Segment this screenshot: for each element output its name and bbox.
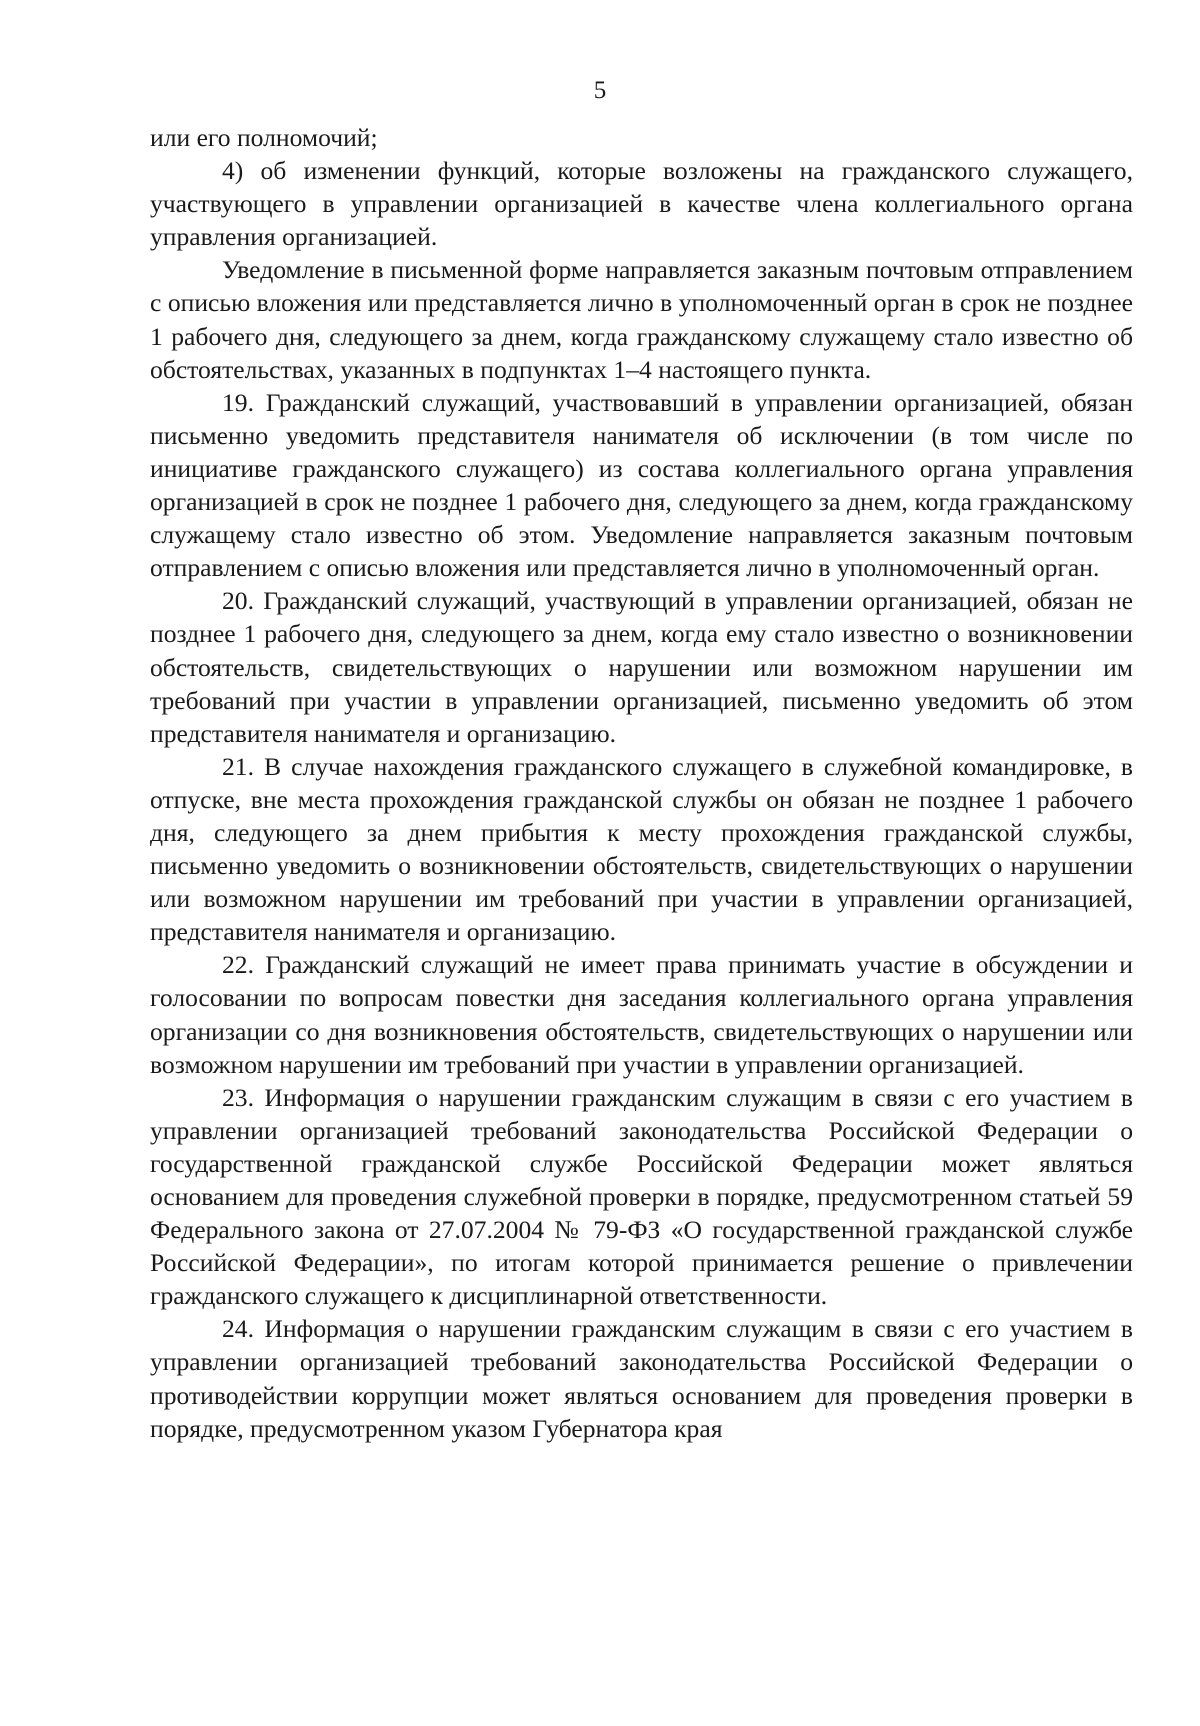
- page-number: 5: [593, 77, 607, 104]
- paragraph-22: 22. Гражданский служащий не имеет права принимать участие в обсуждении и голосовании по вопросам повестки дня заседания коллегиального органа управления организации со дня возникновения обстоятельств, свидетельствующих о нарушении или возможном нарушении им требований при участии в управлении организацией.: [150, 950, 1133, 1079]
- paragraph-continuation: или его полномочий;: [150, 123, 378, 152]
- paragraph-23: 23. Информация о нарушении гражданским служащим в связи с его участием в управлении организацией требований законодательства Российской Федерации о государственной гражданской службе Российской Федерации может являться основанием для проведения служебной проверки в порядке, предусмотренном статьей 59 Федерального закона от 27.07.2004 № 79-ФЗ «О государственной гражданской службе Российской Федерации», по итогам которой принимается решение о привлечении гражданского служащего к дисциплинарной ответственности.: [150, 1082, 1133, 1311]
- paragraph-notification: Уведомление в письменной форме направляется заказным почтовым отправлением с описью вложения или представляется лично в уполномоченный орган в срок не позднее 1 рабочего дня, следующего за днем, когда гражданскому служащему стало известно об обстоятельствах, указанных в подпунктах 1–4 настоящего пункта.: [150, 255, 1133, 384]
- paragraph-21: 21. В случае нахождения гражданского служащего в служебной командировке, в отпуске, вне места прохождения гражданской службы он обязан не позднее 1 рабочего дня, следующего за днем прибытия к месту прохождения гражданской службы, письменно уведомить о возникновении обстоятельств, свидетельствующих о нарушении или возможном нарушении им требований при участии в управлении организацией, представителя нанимателя и организацию.: [150, 751, 1133, 947]
- paragraph-19: 19. Гражданский служащий, участвовавший в управлении организацией, обязан письменно уведомить представителя нанимателя об исключении (в том числе по инициативе гражданского служащего) из состава коллегиального органа управления организацией в срок не позднее 1 рабочего дня, следующего за днем, когда гражданскому служащему стало известно об этом. Уведомление направляется заказным почтовым отправлением с описью вложения или представляется лично в уполномоченный орган.: [150, 387, 1133, 583]
- paragraph-20: 20. Гражданский служащий, участвующий в управлении организацией, обязан не позднее 1 рабочего дня, следующего за днем, когда ему стало известно о возникновении обстоятельств, свидетельствующих о нарушении или возможном нарушении им требований при участии в управлении организацией, письменно уведомить об этом представителя нанимателя и организацию.: [150, 586, 1133, 748]
- paragraph-item-4: 4) об изменении функций, которые возложены на гражданского служащего, участвующего в управлении организацией в качестве члена коллегиального органа управления организацией.: [150, 156, 1133, 252]
- document-body: [150, 121, 1133, 1445]
- paragraph-24: 24. Информация о нарушении гражданским служащим в связи с его участием в управлении организацией требований законодательства Российской Федерации о противодействии коррупции может являться основанием для проведения проверки в порядке, предусмотренном указом Губернатора края: [150, 1314, 1133, 1443]
